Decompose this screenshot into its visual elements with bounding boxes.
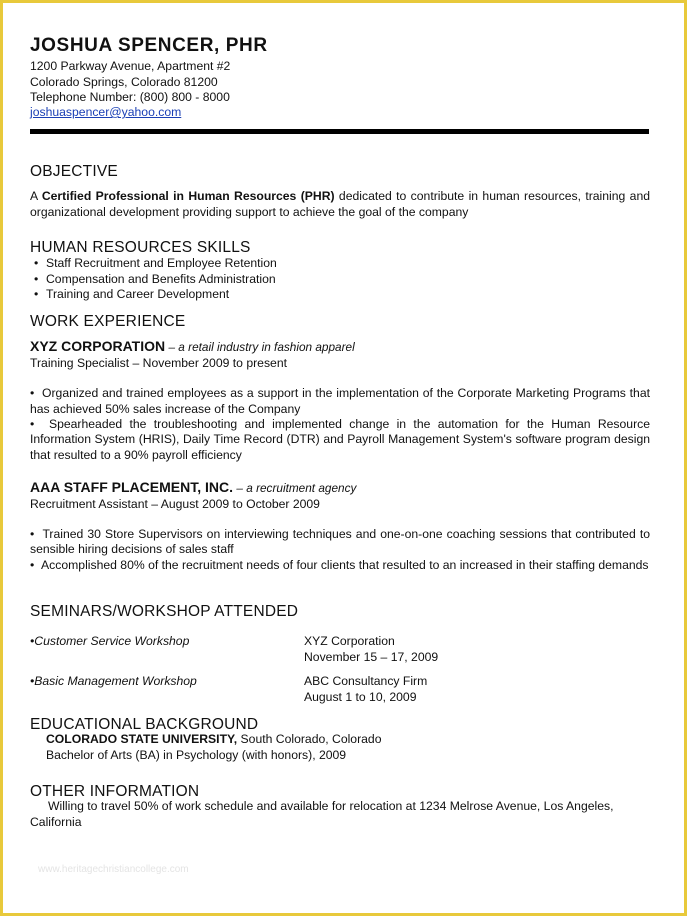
job-bullet: • Organized and trained employees as a support in the implementation of the Corporate Marketing Programs that has achieved 50% sales increase of the Company (30, 386, 651, 416)
skills-heading: HUMAN RESOURCES SKILLS (30, 239, 251, 256)
skill-item: • Staff Recruitment and Employee Retention (30, 256, 650, 271)
objective-heading: OBJECTIVE (30, 163, 118, 180)
candidate-name: JOSHUA SPENCER, PHR (30, 35, 268, 56)
job-entry (30, 339, 650, 463)
work-heading: WORK EXPERIENCE (30, 313, 186, 330)
company-name: AAA STAFF PLACEMENT, INC. (30, 479, 233, 496)
objective-text: A Certified Professional in Human Resources (PHR) dedicated to contribute in human resources, training and organizational development providing support to achieve the goal of the company (30, 189, 650, 219)
degree-line: Bachelor of Arts (BA) in Psychology (with honors), 2009 (46, 747, 347, 762)
seminar-item (30, 634, 650, 665)
resume-page (30, 35, 651, 829)
skills-list (30, 256, 650, 302)
email-link[interactable]: joshuaspencer@yahoo.com (30, 105, 182, 120)
company-description: – a retail industry in fashion apparel (168, 340, 355, 355)
seminar-org: XYZ Corporation (304, 634, 395, 649)
school-line: COLORADO STATE UNIVERSITY, South Colorado, Colorado (46, 732, 382, 747)
job-bullet: • Trained 30 Store Supervisors on interviewing techniques and one-on-one coaching sessions that contributed to sensible hiring decisions of sales staff (30, 527, 650, 557)
seminar-date: August 1 to 10, 2009 (304, 689, 417, 704)
job-role: Training Specialist – November 2009 to present (30, 355, 287, 370)
seminar-item (30, 674, 650, 705)
job-bullet: • Spearheaded the troubleshooting and implemented change in the automation for the Human Resource Information System (HRIS), Daily Time Record (DTR) and Payroll Management System's software program design that resulted to a 90% payroll efficiency (30, 417, 651, 462)
company-name: XYZ CORPORATION (30, 338, 166, 355)
objective-section (30, 164, 650, 220)
job-entry (30, 480, 650, 573)
school-name: COLORADO STATE UNIVERSITY, (46, 732, 238, 747)
address-line-2: Colorado Springs, Colorado 81200 (30, 74, 218, 89)
seminar-org: ABC Consultancy Firm (304, 674, 428, 689)
job-role: Recruitment Assistant – August 2009 to October 2009 (30, 496, 320, 511)
other-section (30, 784, 650, 830)
seminars-section (30, 604, 650, 705)
work-section (30, 314, 650, 573)
phone-line: Telephone Number: (800) 800 - 8000 (30, 89, 230, 104)
seminar-date: November 15 – 17, 2009 (304, 649, 439, 664)
resume-header (30, 35, 650, 134)
objective-bold: Certified Professional in Human Resources (PHR) (41, 189, 335, 204)
company-description: – a recruitment agency (236, 481, 357, 496)
seminars-heading: SEMINARS/WORKSHOP ATTENDED (30, 603, 299, 620)
seminar-details (304, 634, 604, 665)
job-bullet: • Accomplished 80% of the recruitment needs of four clients that resulted to an increased in their staffing demands (30, 557, 649, 572)
skill-item: • Compensation and Benefits Administration (30, 272, 650, 287)
skills-section (30, 240, 650, 303)
address-line-1: 1200 Parkway Avenue, Apartment #2 (30, 59, 231, 74)
header-divider (30, 129, 649, 134)
other-heading: OTHER INFORMATION (30, 783, 200, 800)
education-heading: EDUCATIONAL BACKGROUND (30, 716, 259, 733)
skill-item: • Training and Career Development (30, 287, 650, 302)
watermark-text: www.heritagechristiancollege.com (38, 864, 189, 875)
seminar-title: •Customer Service Workshop (30, 634, 190, 649)
education-section (30, 717, 650, 763)
seminar-title: •Basic Management Workshop (30, 674, 197, 689)
seminar-details (304, 674, 604, 705)
other-text: Willing to travel 50% of work schedule and available for relocation at 1234 Melrose Avenue, Los Angeles, California (30, 799, 614, 829)
contact-block (30, 59, 650, 120)
